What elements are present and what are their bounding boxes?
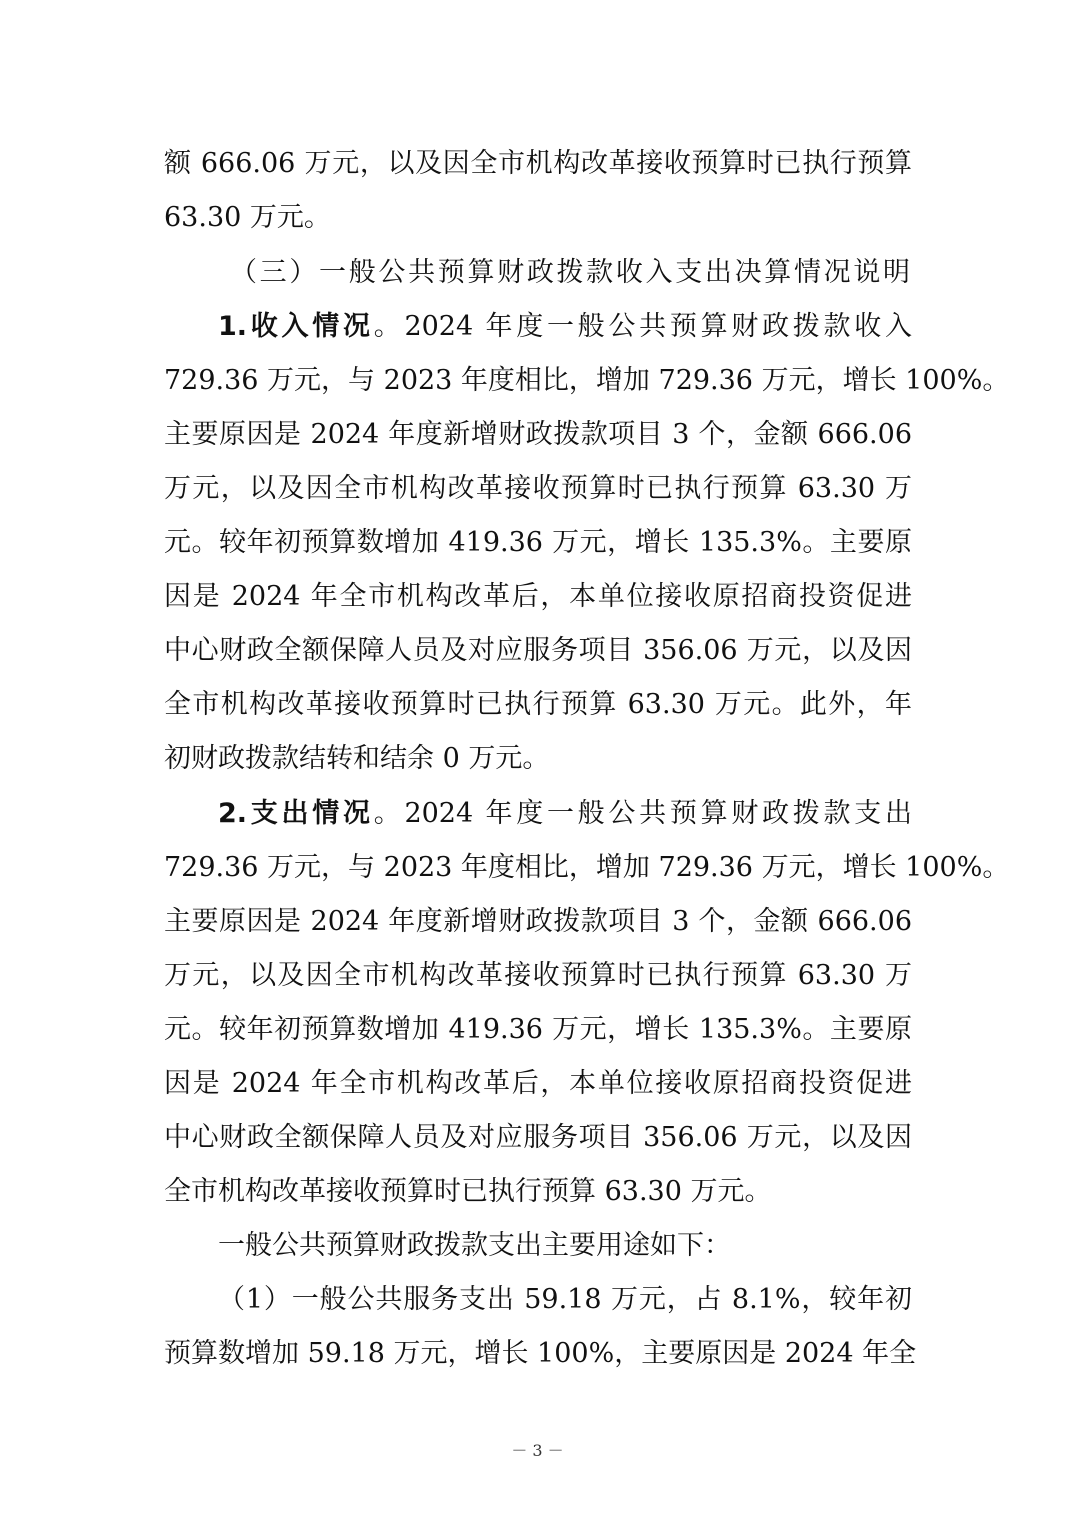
subheading-expenditure: 2.支出情况 (218, 798, 374, 829)
text-line: 全市机构改革接收预算时已执行预算 63.30 万元。 (164, 1176, 772, 1207)
text-line: 一般公共预算财政拨款支出主要用途如下： (218, 1230, 731, 1261)
text-line: 万元，以及因全市机构改革接收预算时已执行预算 63.30 万 (164, 960, 912, 991)
text-line: 主要原因是 2024 年度新增财政拨款项目 3 个，金额 666.06 (164, 419, 912, 450)
text-line: 额 666.06 万元，以及因全市机构改革接收预算时已执行预算 (164, 148, 912, 179)
text-line: 预算数增加 59.18 万元，增长 100%，主要原因是 2024 年全 (164, 1338, 917, 1369)
text-line: 因是 2024 年全市机构改革后，本单位接收原招商投资促进 (164, 581, 912, 612)
text-line: 729.36 万元，与 2023 年度相比，增加 729.36 万元，增长 100%。 (164, 365, 1010, 396)
text-line: 元。较年初预算数增加 419.36 万元，增长 135.3%。主要原 (164, 1014, 912, 1045)
text-line: 万元，以及因全市机构改革接收预算时已执行预算 63.30 万 (164, 473, 912, 504)
text-line: 中心财政全额保障人员及对应服务项目 356.06 万元，以及因 (164, 1122, 912, 1153)
text-line: 中心财政全额保障人员及对应服务项目 356.06 万元，以及因 (164, 635, 912, 666)
text-line: 初财政拨款结转和结余 0 万元。 (164, 743, 550, 774)
section-heading: （三）一般公共预算财政拨款收入支出决算情况说明 (230, 257, 910, 288)
text-line: （1）一般公共服务支出 59.18 万元，占 8.1%，较年初 (218, 1284, 912, 1315)
text-line: 729.36 万元，与 2023 年度相比，增加 729.36 万元，增长 100%。 (164, 852, 1010, 883)
text-line: 元。较年初预算数增加 419.36 万元，增长 135.3%。主要原 (164, 527, 912, 558)
paragraph-start (218, 800, 912, 827)
text-line: 主要原因是 2024 年度新增财政拨款项目 3 个，金额 666.06 (164, 906, 912, 937)
text-run: 。2024 年度一般公共预算财政拨款支出 (373, 798, 913, 829)
text-line: 全市机构改革接收预算时已执行预算 63.30 万元。此外，年 (164, 689, 912, 720)
page-number: － 3 － (511, 1441, 564, 1460)
paragraph-start (218, 313, 912, 340)
subheading-income: 1.收入情况 (218, 311, 374, 342)
text-line: 63.30 万元。 (164, 202, 331, 233)
text-line: 因是 2024 年全市机构改革后，本单位接收原招商投资促进 (164, 1068, 912, 1099)
text-run: 。2024 年度一般公共预算财政拨款收入 (373, 311, 913, 342)
